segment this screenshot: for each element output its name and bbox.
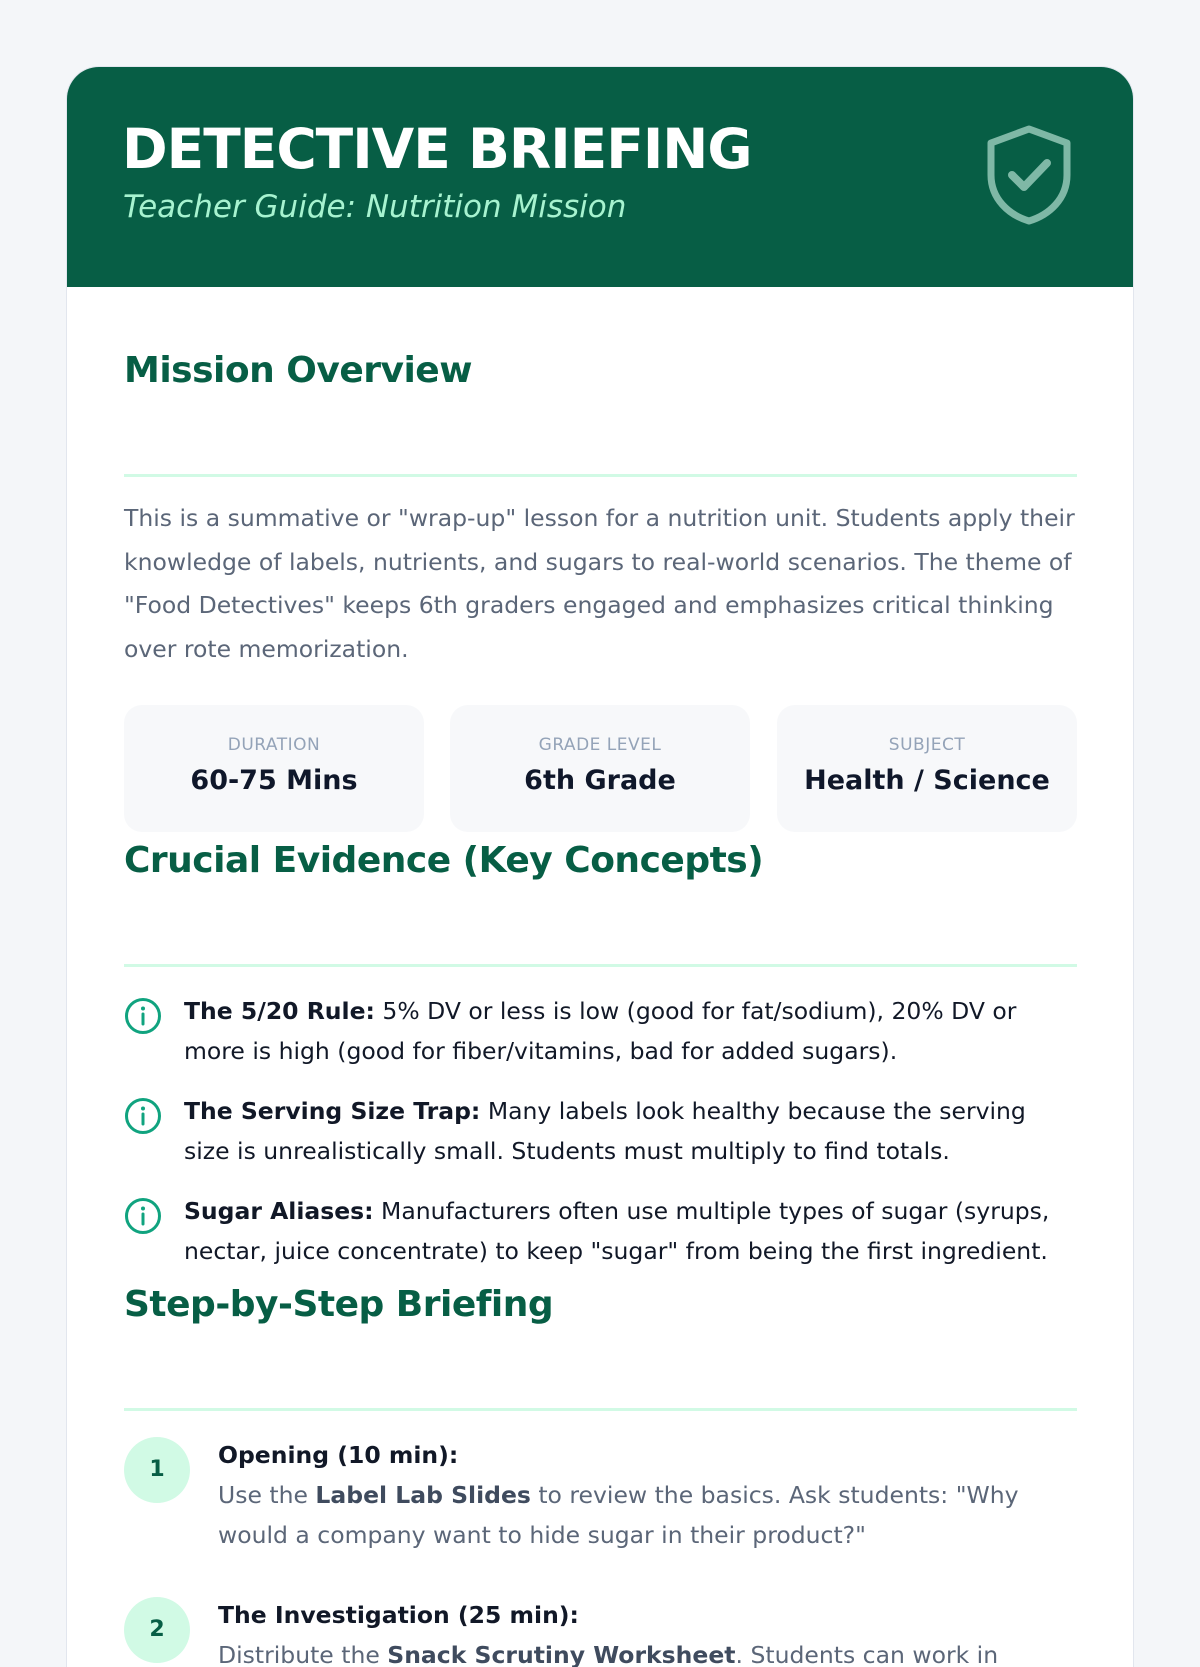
stat-label: SUBJECT xyxy=(888,735,966,755)
section-divider xyxy=(124,1408,1077,1411)
step-body xyxy=(218,1475,1077,1555)
concept-term: The Serving Size Trap: xyxy=(184,1097,481,1125)
step-number: 2 xyxy=(124,1597,190,1663)
step-number: 1 xyxy=(124,1437,190,1503)
step-resource: Snack Scrutiny Worksheet xyxy=(387,1641,736,1667)
stats-row xyxy=(124,705,1077,832)
concept-text xyxy=(184,991,1077,1071)
step-body xyxy=(218,1635,1077,1667)
header-banner xyxy=(67,67,1133,287)
page-title: DETECTIVE BRIEFING xyxy=(122,117,752,181)
concept-text xyxy=(184,1091,1077,1171)
step-resource: Label Lab Slides xyxy=(315,1481,531,1509)
concept-text xyxy=(184,1191,1077,1271)
shield-check-icon xyxy=(985,125,1073,225)
info-icon xyxy=(124,1097,162,1135)
stat-value: 6th Grade xyxy=(524,765,676,796)
step-body-post: . Students can work in xyxy=(735,1641,999,1667)
step-body-post: to review the basics. Ask students: "Why would a company want to hide sugar in their product?" xyxy=(218,1481,1019,1549)
briefing-card xyxy=(67,67,1133,1667)
info-icon xyxy=(124,1197,162,1235)
step-title: The Investigation (25 min): xyxy=(218,1601,579,1629)
overview-heading: Mission Overview xyxy=(124,350,472,391)
step-body-pre: Use the xyxy=(218,1481,316,1509)
concept-term: Sugar Aliases: xyxy=(184,1197,374,1225)
concept-description: Manufacturers often use multiple types of sugar (syrups, nectar, juice concentrate) to keep "sugar" from being the first ingredient. xyxy=(184,1197,1050,1265)
concept-description: Many labels look healthy because the serving size is unrealistically small. Students must multiply to find totals. xyxy=(184,1097,1026,1165)
evidence-heading: Crucial Evidence (Key Concepts) xyxy=(124,840,764,881)
stat-duration xyxy=(124,705,424,832)
steps-heading: Step-by-Step Briefing xyxy=(124,1284,554,1325)
stat-subject xyxy=(777,705,1077,832)
concept-term: The 5/20 Rule: xyxy=(184,997,375,1025)
stat-label: GRADE LEVEL xyxy=(538,735,662,755)
page-subtitle: Teacher Guide: Nutrition Mission xyxy=(123,189,627,225)
section-divider xyxy=(124,474,1077,477)
step-title: Opening (10 min): xyxy=(218,1441,459,1469)
overview-text: This is a summative or "wrap-up" lesson for a nutrition unit. Students apply their knowledge of labels, nutrients, and sugars to real-world scenarios. The theme of "Food Detectives" keeps 6th graders engaged and emphasizes critical thinking over rote memorization. xyxy=(124,504,1075,663)
stat-label: DURATION xyxy=(227,735,321,755)
step-body-pre: Distribute the xyxy=(218,1641,388,1667)
stat-value: 60-75 Mins xyxy=(190,765,358,796)
section-divider xyxy=(124,964,1077,967)
info-icon xyxy=(124,997,162,1035)
concept-description: 5% DV or less is low (good for fat/sodium), 20% DV or more is high (good for fiber/vitamins, bad for added sugars). xyxy=(184,997,1017,1065)
stat-value: Health / Science xyxy=(804,765,1050,796)
stat-grade-level xyxy=(450,705,750,832)
